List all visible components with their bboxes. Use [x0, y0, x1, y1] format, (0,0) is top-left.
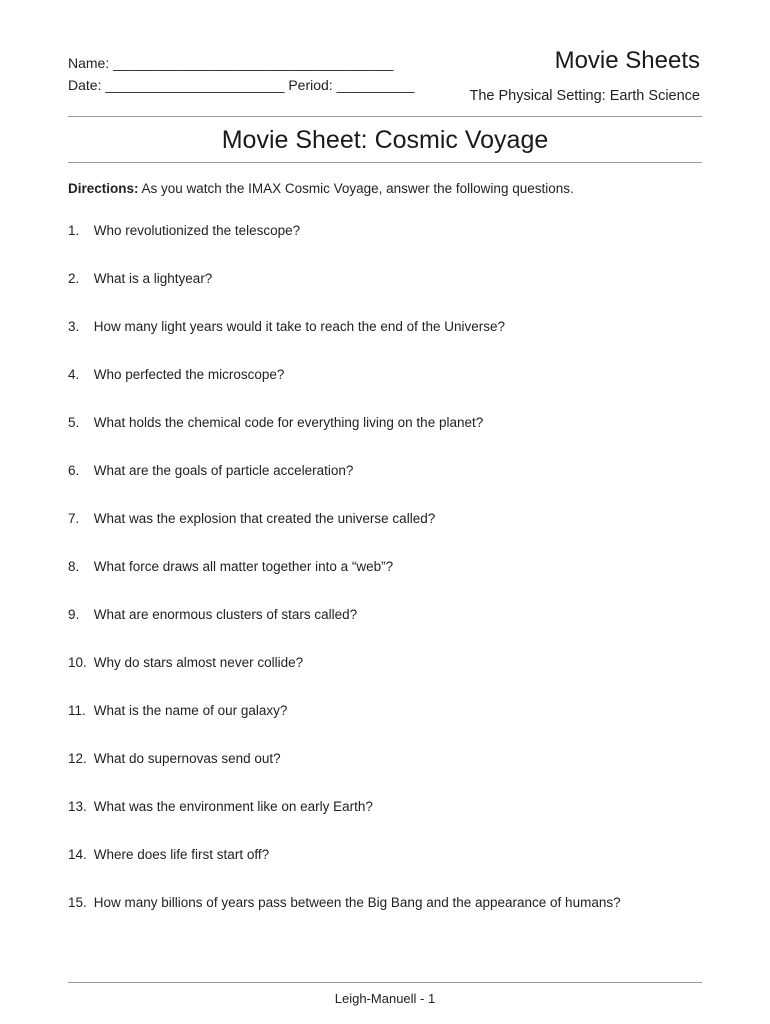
question-text: What is a lightyear?	[93, 271, 213, 286]
question-item	[68, 654, 702, 702]
question-text: Who revolutionized the telescope?	[93, 223, 301, 238]
question-item	[68, 606, 702, 654]
series-title: Movie Sheets	[554, 47, 700, 74]
question-text: What force draws all matter together into a “web”?	[93, 559, 394, 574]
question-item	[68, 510, 702, 558]
question-item	[68, 222, 702, 270]
question-item	[68, 366, 702, 414]
question-text: What was the explosion that created the universe called?	[93, 511, 436, 526]
question-list	[68, 222, 702, 942]
question-number: 5.	[68, 415, 80, 430]
top-divider	[68, 116, 702, 117]
student-info-block	[68, 52, 414, 96]
question-text: What are enormous clusters of stars called?	[93, 607, 358, 622]
directions-label: Directions:	[68, 181, 139, 196]
question-text: What is the name of our galaxy?	[93, 703, 288, 718]
question-text: What was the environment like on early Earth?	[93, 799, 373, 814]
question-item	[68, 462, 702, 510]
question-number: 7.	[68, 511, 80, 526]
title-divider	[68, 162, 702, 163]
question-text: Who perfected the microscope?	[93, 367, 285, 382]
question-number: 15.	[68, 895, 87, 910]
question-item	[68, 702, 702, 750]
page-footer: Leigh-Manuell - 1	[334, 991, 436, 1006]
course-subtitle: The Physical Setting: Earth Science	[469, 88, 700, 104]
question-number: 4.	[68, 367, 80, 382]
question-item	[68, 798, 702, 846]
question-number: 8.	[68, 559, 80, 574]
header-title-block	[469, 46, 700, 106]
question-number: 13.	[68, 799, 87, 814]
question-text: How many billions of years pass between the Big Bang and the appearance of humans?	[93, 895, 621, 910]
question-text: How many light years would it take to reach the end of the Universe?	[93, 319, 505, 334]
question-item	[68, 558, 702, 606]
question-item	[68, 846, 702, 894]
date-period-field-line[interactable]: Date: _______________________ Period: __________	[68, 77, 415, 93]
question-number: 6.	[68, 463, 80, 478]
question-text: Where does life first start off?	[93, 847, 270, 862]
question-item	[68, 414, 702, 462]
question-number: 3.	[68, 319, 80, 334]
question-item	[68, 270, 702, 318]
name-field-line[interactable]: Name: ____________________________________	[68, 55, 394, 71]
question-number: 11.	[68, 703, 86, 718]
question-text: Why do stars almost never collide?	[93, 655, 304, 670]
question-text: What do supernovas send out?	[93, 751, 281, 766]
question-text: What are the goals of particle acceleration?	[93, 463, 354, 478]
question-number: 12.	[68, 751, 87, 766]
question-number: 14.	[68, 847, 87, 862]
question-text: What holds the chemical code for everything living on the planet?	[93, 415, 484, 430]
question-item	[68, 318, 702, 366]
question-number: 1.	[68, 223, 80, 238]
footer-divider	[68, 982, 702, 983]
page-title: Movie Sheet: Cosmic Voyage	[221, 126, 549, 154]
directions	[68, 180, 702, 198]
question-number: 10.	[68, 655, 87, 670]
question-number: 9.	[68, 607, 80, 622]
directions-text: As you watch the IMAX Cosmic Voyage, answer the following questions.	[138, 181, 574, 196]
question-number: 2.	[68, 271, 80, 286]
question-item	[68, 894, 702, 942]
question-item	[68, 750, 702, 798]
